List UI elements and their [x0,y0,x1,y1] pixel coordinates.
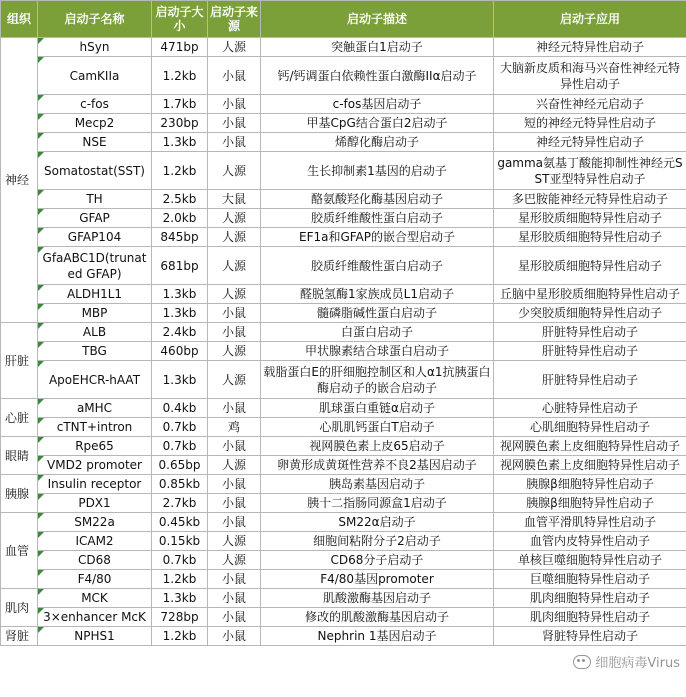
cell-marker-icon [38,437,44,443]
cell-marker-icon [38,133,44,139]
promoter-size-cell: 471bp [152,38,208,57]
promoter-source-cell: 人源 [208,38,261,57]
cell-marker-icon [38,342,44,348]
promoter-source-cell: 小鼠 [208,114,261,133]
promoter-application-cell: 胰腺β细胞特异性启动子 [494,475,686,494]
promoter-description-cell: Nephrin 1基因启动子 [261,627,494,646]
wechat-icon [573,655,591,669]
promoter-application-cell: 星形胶质细胞特异性启动子 [494,247,686,285]
promoter-description-cell: 修改的肌酸激酶基因启动子 [261,608,494,627]
promoter-application-cell: 星形胶质细胞特异性启动子 [494,228,686,247]
promoter-size-cell: 0.7kb [152,437,208,456]
promoter-source-cell: 人源 [208,152,261,190]
promoter-size-cell: 0.45kb [152,513,208,532]
promoter-source-cell: 人源 [208,285,261,304]
header-promoter-name: 启动子名称 [38,1,152,38]
promoter-description-cell: 突触蛋白1启动子 [261,38,494,57]
promoter-application-cell: 星形胶质细胞特异性启动子 [494,209,686,228]
promoter-application-cell: 心肌细胞特异性启动子 [494,418,686,437]
promoter-name-cell: GFAP104 [38,228,152,247]
table-row [1,114,686,133]
tissue-group-cell: 肌肉 [1,589,38,627]
promoter-size-cell: 728bp [152,608,208,627]
promoter-description-cell: 醛脱氢酶1家族成员L1启动子 [261,285,494,304]
table-row [1,437,686,456]
promoter-application-cell: 神经元特异性启动子 [494,38,686,57]
table-row [1,551,686,570]
promoter-application-cell: 肝脏特异性启动子 [494,323,686,342]
promoter-application-cell: 肝脏特异性启动子 [494,361,686,399]
cell-marker-icon [38,95,44,101]
promoter-description-cell: 甲基CpG结合蛋白2启动子 [261,114,494,133]
table-row [1,418,686,437]
promoter-source-cell: 人源 [208,532,261,551]
promoter-description-cell: 胰岛素基因启动子 [261,475,494,494]
promoter-name-cell: NSE [38,133,152,152]
promoter-size-cell: 2.5kb [152,190,208,209]
promoter-description-cell: 视网膜色素上皮65启动子 [261,437,494,456]
tissue-group-cell: 眼睛 [1,437,38,475]
table-row [1,475,686,494]
promoter-source-cell: 人源 [208,342,261,361]
table-row [1,608,686,627]
table-row [1,589,686,608]
promoter-name-cell: Somatostat(SST) [38,152,152,190]
promoter-name-cell: VMD2 promoter [38,456,152,475]
promoter-name-cell: Mecp2 [38,114,152,133]
promoter-name-cell: Insulin receptor [38,475,152,494]
promoter-source-cell: 人源 [208,247,261,285]
table-row [1,361,686,399]
promoter-name-cell: 3×enhancer McK [38,608,152,627]
table-row [1,399,686,418]
promoter-source-cell: 小鼠 [208,627,261,646]
table-row [1,95,686,114]
promoter-name-cell: aMHC [38,399,152,418]
promoter-size-cell: 0.15kb [152,532,208,551]
promoter-source-cell: 人源 [208,209,261,228]
table-row [1,304,686,323]
promoter-application-cell: 视网膜色素上皮细胞特异性启动子 [494,437,686,456]
table-row [1,323,686,342]
table-row [1,57,686,95]
promoter-application-cell: 巨噬细胞特异性启动子 [494,570,686,589]
promoter-description-cell: 酪氨酸羟化酶基因启动子 [261,190,494,209]
cell-marker-icon [38,247,44,253]
table-row [1,247,686,285]
table-row [1,494,686,513]
promoter-description-cell: c-fos基因启动子 [261,95,494,114]
promoter-size-cell: 2.0kb [152,209,208,228]
promoter-source-cell: 小鼠 [208,608,261,627]
promoter-size-cell: 0.7kb [152,551,208,570]
promoter-application-cell: 视网膜色素上皮细胞特异性启动子 [494,456,686,475]
promoter-name-cell: CamKIIa [38,57,152,95]
promoter-application-cell: gamma氨基丁酸能抑制性神经元SST亚型特异性启动子 [494,152,686,190]
promoter-source-cell: 小鼠 [208,133,261,152]
table-row [1,285,686,304]
watermark-text: 细胞病毒Virus [595,656,680,671]
table-row [1,133,686,152]
promoter-name-cell: TH [38,190,152,209]
header-promoter-size: 启动子大小 [152,1,208,38]
promoter-source-cell: 人源 [208,456,261,475]
promoter-size-cell: 1.3kb [152,361,208,399]
tissue-group-cell: 肾脏 [1,627,38,646]
cell-marker-icon [38,551,44,557]
table-row [1,456,686,475]
tissue-group-cell: 胰腺 [1,475,38,513]
promoter-name-cell: cTNT+intron [38,418,152,437]
promoter-description-cell: CD68分子启动子 [261,551,494,570]
promoter-application-cell: 胰腺β细胞特异性启动子 [494,494,686,513]
cell-marker-icon [38,494,44,500]
promoter-description-cell: 胶质纤维酸性蛋白启动子 [261,209,494,228]
tissue-group-cell: 血管 [1,513,38,589]
cell-marker-icon [38,38,44,44]
promoter-source-cell: 小鼠 [208,437,261,456]
promoter-application-cell: 肌肉细胞特异性启动子 [494,608,686,627]
cell-marker-icon [38,418,44,424]
promoter-source-cell: 小鼠 [208,399,261,418]
promoter-size-cell: 2.7kb [152,494,208,513]
promoter-name-cell: F4/80 [38,570,152,589]
table-row [1,190,686,209]
promoter-application-cell: 神经元特异性启动子 [494,133,686,152]
promoter-application-cell: 兴奋性神经元启动子 [494,95,686,114]
table-row [1,627,686,646]
header-promoter-source: 启动子来源 [208,1,261,38]
promoter-size-cell: 1.3kb [152,133,208,152]
cell-marker-icon [38,627,44,633]
promoter-name-cell: ALB [38,323,152,342]
promoter-description-cell: 生长抑制素1基因的启动子 [261,152,494,190]
header-row [1,1,686,38]
promoter-name-cell: MCK [38,589,152,608]
promoter-source-cell: 小鼠 [208,304,261,323]
cell-marker-icon [38,57,44,63]
tissue-group-cell: 心脏 [1,399,38,437]
promoter-name-cell: hSyn [38,38,152,57]
promoter-name-cell: c-fos [38,95,152,114]
table-row [1,228,686,247]
promoter-description-cell: 烯醇化酶启动子 [261,133,494,152]
cell-marker-icon [38,323,44,329]
promoter-size-cell: 230bp [152,114,208,133]
promoter-source-cell: 小鼠 [208,57,261,95]
cell-marker-icon [38,285,44,291]
promoter-description-cell: 髓磷脂碱性蛋白启动子 [261,304,494,323]
promoter-source-cell: 人源 [208,361,261,399]
promoter-description-cell: SM22α启动子 [261,513,494,532]
promoter-application-cell: 丘脑中星形胶质细胞特异性启动子 [494,285,686,304]
promoter-description-cell: 肌酸激酶基因启动子 [261,589,494,608]
promoter-application-cell: 少突胶质细胞特异性启动子 [494,304,686,323]
promoter-size-cell: 2.4kb [152,323,208,342]
table-body [1,38,686,646]
promoter-description-cell: 卵黄形成黄斑性营养不良2基因启动子 [261,456,494,475]
promoter-size-cell: 0.4kb [152,399,208,418]
promoter-size-cell: 1.2kb [152,627,208,646]
promoter-source-cell: 小鼠 [208,494,261,513]
promoter-size-cell: 1.2kb [152,152,208,190]
cell-marker-icon [38,361,44,367]
promoter-application-cell: 肾脏特异性启动子 [494,627,686,646]
promoter-name-cell: SM22a [38,513,152,532]
cell-marker-icon [38,304,44,310]
cell-marker-icon [38,209,44,215]
promoter-description-cell: 载脂蛋白E的肝细胞控制区和人α1抗胰蛋白酶启动子的嵌合启动子 [261,361,494,399]
promoter-size-cell: 0.7kb [152,418,208,437]
cell-marker-icon [38,114,44,120]
promoter-source-cell: 小鼠 [208,589,261,608]
promoter-size-cell: 1.2kb [152,57,208,95]
promoter-description-cell: 心肌肌钙蛋白T启动子 [261,418,494,437]
promoter-source-cell: 人源 [208,228,261,247]
promoter-application-cell: 心脏特异性启动子 [494,399,686,418]
promoter-name-cell: TBG [38,342,152,361]
promoter-size-cell: 0.85kb [152,475,208,494]
promoter-name-cell: NPHS1 [38,627,152,646]
table-row [1,532,686,551]
promoter-size-cell: 681bp [152,247,208,285]
cell-marker-icon [38,475,44,481]
header-promoter-application: 启动子应用 [494,1,686,38]
cell-marker-icon [38,532,44,538]
cell-marker-icon [38,589,44,595]
promoter-description-cell: 钙/钙调蛋白依赖性蛋白激酶IIα启动子 [261,57,494,95]
promoter-application-cell: 多巴胺能神经元特异性启动子 [494,190,686,209]
promoter-description-cell: EF1a和GFAP的嵌合型启动子 [261,228,494,247]
promoter-source-cell: 小鼠 [208,513,261,532]
promoter-description-cell: 肌球蛋白重链α启动子 [261,399,494,418]
promoter-description-cell: 胶质纤维酸性蛋白启动子 [261,247,494,285]
promoter-size-cell: 1.3kb [152,589,208,608]
promoter-source-cell: 大鼠 [208,190,261,209]
promoter-size-cell: 1.7kb [152,95,208,114]
cell-marker-icon [38,456,44,462]
promoter-application-cell: 短的神经元特异性启动子 [494,114,686,133]
cell-marker-icon [38,228,44,234]
promoter-size-cell: 845bp [152,228,208,247]
promoter-name-cell: MBP [38,304,152,323]
promoter-description-cell: 白蛋白启动子 [261,323,494,342]
promoter-application-cell: 大脑新皮质和海马兴奋性神经元特异性启动子 [494,57,686,95]
promoter-name-cell: GfaABC1D(trunated GFAP) [38,247,152,285]
promoter-description-cell: 胰十二指肠同源盒1启动子 [261,494,494,513]
promoter-application-cell: 血管平滑肌特异性启动子 [494,513,686,532]
table-row [1,342,686,361]
promoter-name-cell: ALDH1L1 [38,285,152,304]
cell-marker-icon [38,570,44,576]
promoter-application-cell: 肌肉细胞特异性启动子 [494,589,686,608]
promoter-size-cell: 1.3kb [152,285,208,304]
promoter-size-cell: 1.3kb [152,304,208,323]
promoter-size-cell: 460bp [152,342,208,361]
promoter-name-cell: GFAP [38,209,152,228]
table-row [1,570,686,589]
promoter-application-cell: 血管内皮特异性启动子 [494,532,686,551]
promoter-name-cell: ApoEHCR-hAAT [38,361,152,399]
promoter-description-cell: F4/80基因promoter [261,570,494,589]
promoter-description-cell: 细胞间粘附分子2启动子 [261,532,494,551]
promoter-source-cell: 小鼠 [208,570,261,589]
header-promoter-description: 启动子描述 [261,1,494,38]
promoter-size-cell: 1.2kb [152,570,208,589]
promoter-description-cell: 甲状腺素结合球蛋白启动子 [261,342,494,361]
cell-marker-icon [38,190,44,196]
promoter-name-cell: Rpe65 [38,437,152,456]
promoter-name-cell: ICAM2 [38,532,152,551]
cell-marker-icon [38,513,44,519]
cell-marker-icon [38,399,44,405]
promoter-name-cell: PDX1 [38,494,152,513]
promoter-application-cell: 单核巨噬细胞特异性启动子 [494,551,686,570]
promoter-source-cell: 鸡 [208,418,261,437]
header-tissue: 组织 [1,1,38,38]
table-row [1,209,686,228]
tissue-group-cell: 肝脏 [1,323,38,399]
table-row [1,513,686,532]
promoter-source-cell: 人源 [208,551,261,570]
watermark [573,652,680,671]
table-row [1,38,686,57]
promoter-size-cell: 0.65bp [152,456,208,475]
promoter-name-cell: CD68 [38,551,152,570]
tissue-group-cell: 神经 [1,38,38,323]
promoter-source-cell: 小鼠 [208,475,261,494]
promoter-source-cell: 小鼠 [208,95,261,114]
cell-marker-icon [38,152,44,158]
promoter-source-cell: 小鼠 [208,323,261,342]
cell-marker-icon [38,608,44,614]
table-row [1,152,686,190]
promoter-application-cell: 肝脏特异性启动子 [494,342,686,361]
